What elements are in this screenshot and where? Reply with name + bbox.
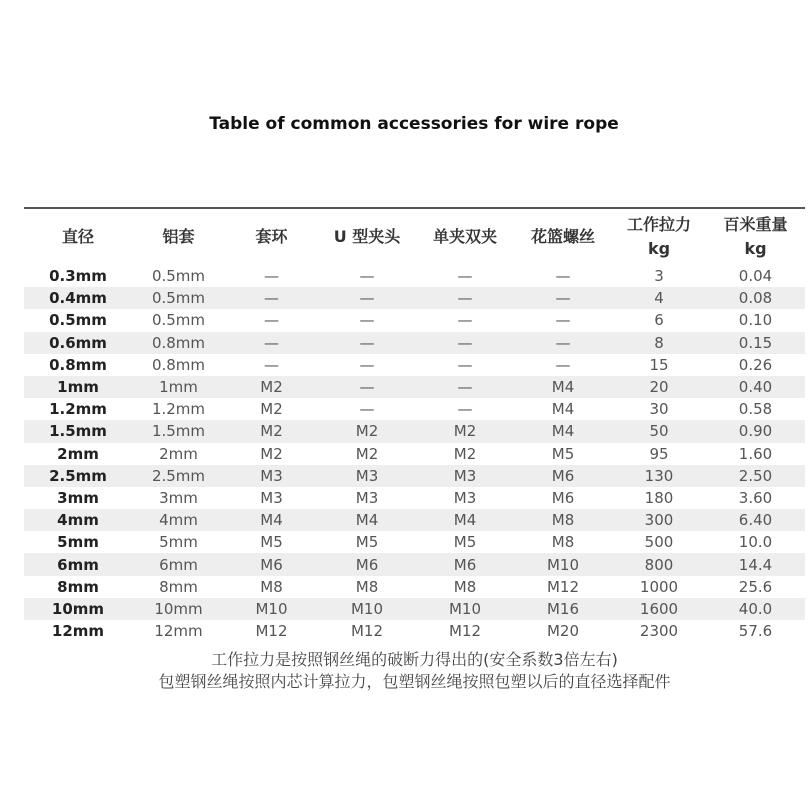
table-row (24, 443, 805, 465)
table-row (24, 598, 805, 620)
table-cell: 0.26 (738, 355, 773, 374)
table-row (24, 287, 805, 309)
table-cell: 15 (649, 355, 669, 374)
table-row (24, 398, 805, 420)
table-cell: M4 (318, 509, 416, 531)
table-cell: 2300 (639, 622, 679, 641)
table-cell: M3 (225, 465, 318, 487)
column-header-label: 套环 (255, 227, 288, 246)
table-cell: — (555, 267, 571, 286)
table-cell: 6 (654, 311, 664, 330)
table-cell: M10 (416, 598, 514, 620)
column-header-unit: kg (647, 239, 671, 258)
table-cell: 25.6 (738, 577, 773, 596)
page-title: Table of common accessories for wire rope (209, 114, 619, 134)
diameter-cell: 1mm (24, 376, 132, 398)
table-cell: M12 (255, 622, 288, 641)
table-cell: 1.60 (738, 444, 773, 463)
table-cell: 3.60 (738, 488, 773, 507)
column-header-label: 铝套 (162, 227, 195, 246)
table-cell: 10.0 (738, 533, 773, 552)
table-cell: 4 (612, 287, 706, 309)
table-cell: 0.90 (706, 420, 805, 442)
table-cell: — (457, 355, 473, 374)
table-cell: — (457, 311, 473, 330)
table-cell: M6 (225, 553, 318, 575)
table-row (24, 620, 805, 642)
table-cell: 0.5mm (151, 311, 206, 330)
table-cell: M3 (260, 488, 283, 507)
column-header (416, 209, 514, 265)
table-cell: 1.2mm (151, 400, 206, 419)
table-cell: M6 (514, 465, 612, 487)
table-cell: M12 (546, 577, 580, 596)
table-cell: 5mm (159, 533, 198, 552)
table-row (24, 509, 805, 531)
table-row (24, 553, 805, 575)
table-cell: 2.50 (706, 465, 805, 487)
note-line: 包塑钢丝绳按照内芯计算拉力，包塑钢丝绳按照包塑以后的直径选择配件 (158, 672, 671, 691)
table-cell: — (416, 287, 514, 309)
diameter-cell: 6mm (24, 553, 132, 575)
table-cell: M6 (416, 553, 514, 575)
column-header-label: 单夹双夹 (432, 227, 497, 246)
table-cell: M12 (350, 622, 384, 641)
table-cell: 180 (644, 488, 674, 507)
table-cell: M2 (453, 444, 477, 463)
table-cell: 2mm (159, 444, 198, 463)
table-row (24, 354, 805, 376)
table-cell: M20 (546, 622, 580, 641)
table-cell: M8 (453, 577, 477, 596)
diameter-cell: 0.4mm (24, 287, 132, 309)
table-cell: 1.5mm (132, 420, 225, 442)
column-header (132, 209, 225, 265)
table-cell: M4 (225, 509, 318, 531)
table-cell: 0.15 (706, 332, 805, 354)
table-cell: M10 (225, 598, 318, 620)
table-cell: 30 (649, 400, 669, 419)
column-header (612, 209, 706, 265)
table-cell: — (555, 355, 571, 374)
table-cell: M5 (551, 444, 575, 463)
table-cell: M2 (225, 376, 318, 398)
diameter-cell: 0.8mm (49, 355, 107, 374)
table-cell: 1mm (132, 376, 225, 398)
table-cell: M10 (318, 598, 416, 620)
table-cell: 4mm (132, 509, 225, 531)
table-cell: 57.6 (738, 622, 773, 641)
table-cell: M6 (551, 488, 575, 507)
table-cell: M5 (453, 533, 477, 552)
table-row (24, 531, 805, 553)
diameter-cell: 0.3mm (49, 267, 107, 286)
table-cell: 500 (644, 533, 674, 552)
table-cell: 0.8mm (132, 332, 225, 354)
table-cell: 0.8mm (151, 355, 206, 374)
table-cell: M8 (514, 509, 612, 531)
table-cell: M2 (318, 420, 416, 442)
column-header-unit: kg (744, 239, 767, 258)
table-body (24, 265, 805, 642)
table-cell: M16 (514, 598, 612, 620)
table-cell: 0.58 (738, 400, 773, 419)
table-cell: M3 (318, 465, 416, 487)
diameter-cell: 1.5mm (24, 420, 132, 442)
table-cell: 12mm (154, 622, 203, 641)
column-header-label: 百米重量 (723, 215, 788, 234)
column-header-label: 花篮螺丝 (530, 227, 595, 246)
table-cell: M5 (355, 533, 379, 552)
table-cell: 800 (612, 553, 706, 575)
table-cell: 0.5mm (151, 267, 206, 286)
table-row (24, 309, 805, 331)
table-row (24, 487, 805, 509)
table-cell: M4 (514, 376, 612, 398)
table-cell: — (225, 332, 318, 354)
table-cell: M2 (416, 420, 514, 442)
table-cell: 3mm (159, 488, 198, 507)
diameter-cell: 5mm (57, 533, 99, 552)
table-cell: — (318, 332, 416, 354)
column-header (24, 209, 132, 265)
table-cell: 20 (612, 376, 706, 398)
table-row (24, 265, 805, 287)
table-row (24, 420, 805, 442)
table-cell: — (514, 287, 612, 309)
diameter-cell: 4mm (24, 509, 132, 531)
table-cell: M5 (260, 533, 283, 552)
table-cell: M6 (318, 553, 416, 575)
table-cell: 40.0 (706, 598, 805, 620)
table-cell: — (359, 355, 375, 374)
table-cell: — (359, 311, 375, 330)
table-cell: 0.08 (706, 287, 805, 309)
diameter-cell: 0.6mm (24, 332, 132, 354)
table-cell: M2 (355, 444, 379, 463)
table-cell: M4 (551, 400, 575, 419)
table-cell: 1000 (639, 577, 679, 596)
table-cell: M8 (551, 533, 575, 552)
table-cell: M12 (448, 622, 482, 641)
table-cell: 130 (612, 465, 706, 487)
diameter-cell: 8mm (57, 577, 99, 596)
table-cell: 6mm (132, 553, 225, 575)
table-cell: 8mm (159, 577, 198, 596)
table-cell: — (416, 332, 514, 354)
table-cell: — (264, 311, 279, 330)
table-cell: 8 (612, 332, 706, 354)
diameter-cell: 10mm (24, 598, 132, 620)
table-cell: 3 (654, 267, 664, 286)
table-cell: — (514, 332, 612, 354)
table-cell: M4 (514, 420, 612, 442)
table-cell: — (359, 267, 375, 286)
table-cell: — (264, 267, 279, 286)
table-cell: — (318, 287, 416, 309)
table-cell: M8 (355, 577, 379, 596)
column-header-label: U 型夹头 (333, 227, 401, 246)
table-cell: — (457, 267, 473, 286)
table-cell: 2.5mm (132, 465, 225, 487)
column-header-label: 工作拉力 (626, 215, 691, 234)
table-cell: 50 (612, 420, 706, 442)
table-row (24, 376, 805, 398)
accessories-table (24, 209, 805, 642)
diameter-cell: 2.5mm (24, 465, 132, 487)
diameter-cell: 2mm (57, 444, 99, 463)
diameter-cell: 1.2mm (49, 400, 107, 419)
table-cell: 14.4 (706, 553, 805, 575)
table-cell: — (359, 400, 375, 419)
table-cell: 6.40 (706, 509, 805, 531)
table-cell: — (416, 376, 514, 398)
table-cell: M3 (453, 488, 477, 507)
diameter-cell: 3mm (57, 488, 99, 507)
table-row (24, 465, 805, 487)
diameter-cell: 0.5mm (49, 311, 107, 330)
table-cell: 0.40 (706, 376, 805, 398)
table-row (24, 576, 805, 598)
table-cell: M2 (260, 444, 283, 463)
table-cell: — (318, 376, 416, 398)
column-header (225, 209, 318, 265)
table-row (24, 332, 805, 354)
table-cell: M2 (225, 420, 318, 442)
table-cell: M8 (260, 577, 283, 596)
column-header (318, 209, 416, 265)
table-cell: 0.10 (738, 311, 773, 330)
table-cell: — (555, 311, 571, 330)
table-header-row (24, 209, 805, 265)
column-header (514, 209, 612, 265)
table-cell: M3 (355, 488, 379, 507)
table-cell: 0.5mm (132, 287, 225, 309)
table-cell: M10 (514, 553, 612, 575)
table-cell: 95 (649, 444, 669, 463)
table-cell: M3 (416, 465, 514, 487)
note-line: 工作拉力是按照钢丝绳的破断力得出的(安全系数3倍左右) (211, 650, 618, 669)
table-cell: M2 (260, 400, 283, 419)
table-cell: — (457, 400, 473, 419)
table-cell: M4 (416, 509, 514, 531)
notes (24, 649, 805, 693)
column-header (706, 209, 805, 265)
accessories-table-panel (24, 207, 805, 702)
table-cell: 0.04 (738, 267, 773, 286)
column-header-label: 直径 (61, 227, 94, 246)
diameter-cell: 12mm (51, 622, 105, 641)
table-cell: — (264, 355, 279, 374)
table-cell: 10mm (132, 598, 225, 620)
table-cell: 300 (612, 509, 706, 531)
table-cell: 1600 (612, 598, 706, 620)
table-cell: — (225, 287, 318, 309)
